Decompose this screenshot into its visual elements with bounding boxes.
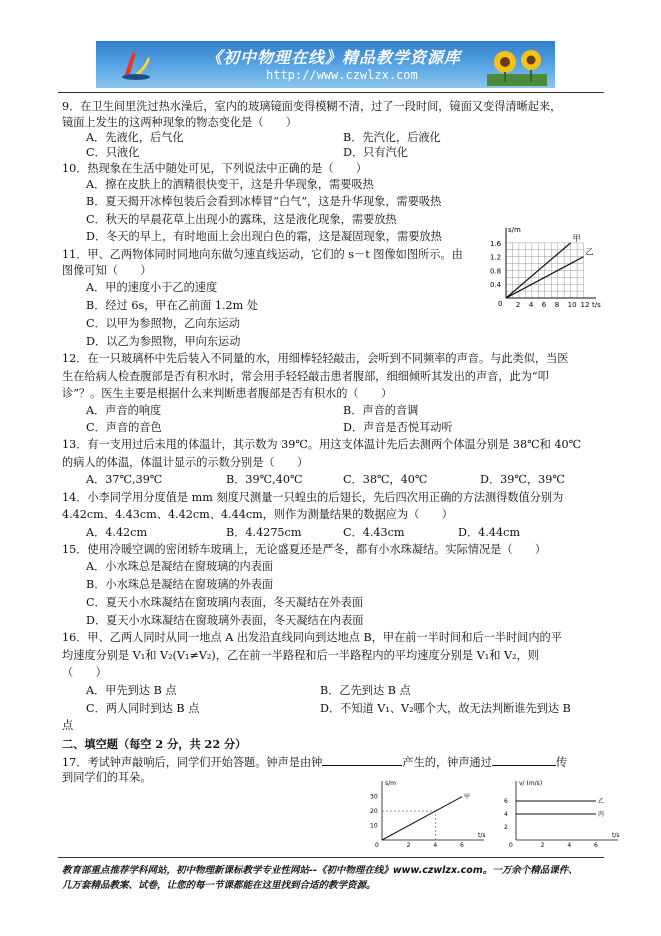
origin-label: 0 bbox=[498, 300, 503, 308]
line-q9D: D．只有汽化 bbox=[343, 146, 408, 159]
origin-label: 0 bbox=[375, 842, 379, 849]
x-axis-label: t/s bbox=[612, 832, 620, 839]
banner-url: http://www.czwlzx.com bbox=[266, 68, 418, 82]
x-tick-label: 4 bbox=[433, 842, 438, 849]
footer-line-2: 几万套精品教案、试卷，让您的每一节课都能在这里找到合适的教学资源。 bbox=[62, 880, 376, 891]
line-q11B: B．经过 6s，甲在乙前面 1.2m 处 bbox=[86, 299, 259, 312]
y-tick-label: 10 bbox=[370, 822, 378, 830]
q17-part3: 传 bbox=[555, 756, 568, 769]
line-q9A: A．先液化，后气化 bbox=[86, 131, 184, 144]
line-q10A: A．擦在皮肤上的酒精很快变干，这是升华现象，需要吸热 bbox=[86, 178, 374, 191]
x-tick-label: 6 bbox=[541, 301, 547, 309]
line-q15C: C．夏天小水珠凝结在窗玻璃内表面，冬天凝结在外表面 bbox=[86, 596, 364, 609]
series-line bbox=[382, 797, 462, 840]
footer-line-1: 教育部重点推荐学科网站，初中物理新课标教学专业性网站--《初中物理在线》www.czwlzx.com。一万余个精品课件、 bbox=[62, 865, 578, 876]
series-label: 乙 bbox=[585, 247, 594, 257]
q11-st-chart bbox=[484, 224, 604, 324]
line-q11D: D．以乙为参照物，甲向东运动 bbox=[86, 335, 241, 348]
line-q15B: B．小水珠总是凝结在窗玻璃的外表面 bbox=[86, 578, 274, 591]
line-q16c: （ ） bbox=[62, 666, 107, 679]
y-tick-label: 0.4 bbox=[490, 281, 502, 290]
line-q15: 15．使用冷暖空调的密闭轿车玻璃上，无论盛夏还是严冬，都有小水珠凝结。实际情况是（ ） bbox=[62, 543, 547, 556]
q17-st-chart bbox=[362, 778, 490, 852]
q17-vt-chart bbox=[496, 778, 624, 852]
line-q13b: 的病人的体温，体温计显示的示数分别是（ ） bbox=[62, 456, 309, 469]
y-tick-label: 20 bbox=[370, 808, 378, 816]
line-q13C: C．38℃，40℃ bbox=[343, 473, 428, 486]
y-axis-label: s/m bbox=[508, 226, 521, 234]
y-tick-label: 6 bbox=[504, 798, 508, 805]
line-q14C: C．4.43cm bbox=[343, 526, 405, 539]
line-q12D: D．声音是否悦耳动听 bbox=[343, 421, 453, 434]
y-tick-label: 0.8 bbox=[490, 267, 502, 276]
line-q10D: D．冬天的早上，有时地面上会出现白色的霜，这是凝固现象，需要放热 bbox=[86, 230, 442, 243]
line-q13: 13．有一支用过后未甩的体温计，其示数为 39℃。用这支体温计先后去测两个体温分别是 38℃和 40℃ bbox=[62, 438, 582, 451]
x-tick-label: 2 bbox=[540, 842, 545, 849]
q17-blank-1[interactable] bbox=[322, 754, 402, 766]
line-q12C: C．声音的音色 bbox=[86, 421, 162, 434]
line-q10: 10．热现象在生活中随处可见，下列说法中正确的是（ ） bbox=[62, 162, 368, 175]
q17-part2: 产生的，钟声通过 bbox=[402, 756, 492, 769]
y-tick-label: 2 bbox=[504, 824, 508, 831]
line-q11b: 图像可知（ ） bbox=[62, 264, 152, 277]
line-q14B: B．4.4275cm bbox=[226, 526, 302, 539]
line-q14: 14．小李同学用分度值是 mm 刻度尺测量一只蝗虫的后翅长，先后四次用正确的方法测得数值分别为 bbox=[62, 491, 564, 504]
line-q14A: A．4.42cm bbox=[86, 526, 148, 539]
header-rule bbox=[58, 92, 604, 93]
y-tick-label: 1.6 bbox=[490, 239, 502, 248]
line-q14D: D．4.44cm bbox=[458, 526, 520, 539]
line-q10B: B．夏天揭开冰棒包装后会看到冰棒冒“白气”，这是升华现象，需要吸热 bbox=[86, 195, 442, 208]
line-q15D: D．夏天小水珠凝结在窗玻璃外表面，冬天凝结在内表面 bbox=[86, 614, 364, 627]
line-q10C: C．秋天的早晨花草上出现小的露珠，这是液化现象，需要放热 bbox=[86, 213, 397, 226]
line-q12A: A．声音的响度 bbox=[86, 404, 162, 417]
x-tick-label: 6 bbox=[594, 842, 598, 849]
line-q13D: D．39℃，39℃ bbox=[480, 473, 565, 486]
q17-blank-2[interactable] bbox=[492, 754, 556, 766]
q17-line2: 到同学们的耳朵。 bbox=[62, 771, 152, 784]
logo-icon bbox=[118, 49, 152, 81]
line-q16b: 均速度分别是 V₁和 V₂(V₁≠V₂)，乙在前一半路程和后一半路程内的平均速度分别是 V₁和 V₂，则 bbox=[62, 649, 539, 662]
x-tick-label: 10 bbox=[567, 301, 577, 309]
line-q11: 11．甲、乙两物体同时同地向东做匀速直线运动，它们的 s－t 图像如图所示。由 bbox=[62, 248, 463, 261]
q17-part1: 17．考试钟声敲响后，同学们开始答题。钟声是由钟 bbox=[62, 756, 323, 769]
y-axis-label: s/m bbox=[385, 780, 396, 787]
origin-label: 0 bbox=[509, 842, 513, 849]
q17-line1 bbox=[62, 754, 567, 770]
line-q11A: A．甲的速度小于乙的速度 bbox=[86, 281, 218, 294]
line-q14b: 4.42cm、4.43cm、4.42cm、4.44cm，则作为测量结果的数据应为（ ） bbox=[62, 508, 453, 521]
series-label: 甲 bbox=[464, 793, 471, 801]
y-axis-label: v/ (m/s) bbox=[519, 780, 543, 787]
x-tick-label: 4 bbox=[528, 301, 534, 309]
line-q11C: C．以甲为参照物，乙向东运动 bbox=[86, 317, 240, 330]
line-q12B: B．声音的音调 bbox=[343, 404, 419, 417]
line-q12c: 诊”？。医生主要是根据什么来判断患者腹部是否有积水的（ ） bbox=[62, 387, 393, 400]
footer-rule bbox=[58, 857, 604, 858]
line-q16B: B．乙先到达 B 点 bbox=[320, 684, 411, 697]
series-label: 甲 bbox=[572, 233, 581, 243]
x-tick-label: 2 bbox=[515, 301, 521, 309]
series-label: 乙 bbox=[598, 798, 605, 805]
line-q13B: B．39℃,40℃ bbox=[226, 473, 303, 486]
line-q12: 12．在一只玻璃杯中先后装入不同量的水，用细棒轻轻敲击，会听到不同频率的声音。与此类似，当医 bbox=[62, 352, 569, 365]
x-tick-label: 2 bbox=[406, 842, 411, 849]
line-q16e: 点 bbox=[62, 719, 74, 732]
line-q13A: A．37℃,39℃ bbox=[86, 473, 163, 486]
line-q16C: C．两人同时到达 B 点 bbox=[86, 702, 200, 715]
line-q15A: A．小水珠总是凝结在窗玻璃的内表面 bbox=[86, 560, 274, 573]
line-q9: 9．在卫生间里洗过热水澡后，室内的玻璃镜面变得模糊不清，过了一段时间，镜面又变得清晰起来， bbox=[62, 100, 562, 113]
x-axis-label: t/s bbox=[592, 301, 601, 309]
x-axis-label: t/s bbox=[478, 832, 486, 839]
line-q16D: D．不知道 V₁、V₂哪个大，故无法判断谁先到达 B bbox=[320, 702, 571, 715]
y-tick-label: 1.2 bbox=[490, 253, 502, 262]
line-q16A: A．甲先到达 B 点 bbox=[86, 684, 177, 697]
line-q9B: B．先汽化，后液化 bbox=[343, 131, 441, 144]
line-q9C: C．只液化 bbox=[86, 146, 140, 159]
banner-title: 《初中物理在线》精品教学资源库 bbox=[206, 48, 462, 67]
line-q12b: 生在给病人检查腹部是否有积水时，常会用手轻轻敲击患者腹部，细细倾听其发出的声音，此为“叩 bbox=[62, 370, 549, 383]
section-fill-blank-heading: 二、填空题（每空 2 分，共 22 分） bbox=[62, 737, 247, 751]
y-tick-label: 30 bbox=[370, 793, 378, 801]
x-tick-label: 12 bbox=[580, 301, 590, 309]
y-tick-label: 4 bbox=[504, 811, 508, 818]
line-q9b: 镜面上发生的这两种现象的物态变化是（ ） bbox=[62, 116, 297, 129]
line-q16: 16．甲、乙两人同时从同一地点 A 出发沿直线同向到达地点 B，甲在前一半时间和后一半时间内的平 bbox=[62, 631, 562, 644]
sunflower-icon bbox=[487, 46, 547, 86]
header-banner bbox=[96, 41, 555, 88]
x-tick-label: 6 bbox=[460, 842, 464, 849]
x-tick-label: 8 bbox=[554, 301, 560, 309]
series-label: 丙 bbox=[598, 811, 605, 818]
x-tick-label: 4 bbox=[567, 842, 572, 849]
